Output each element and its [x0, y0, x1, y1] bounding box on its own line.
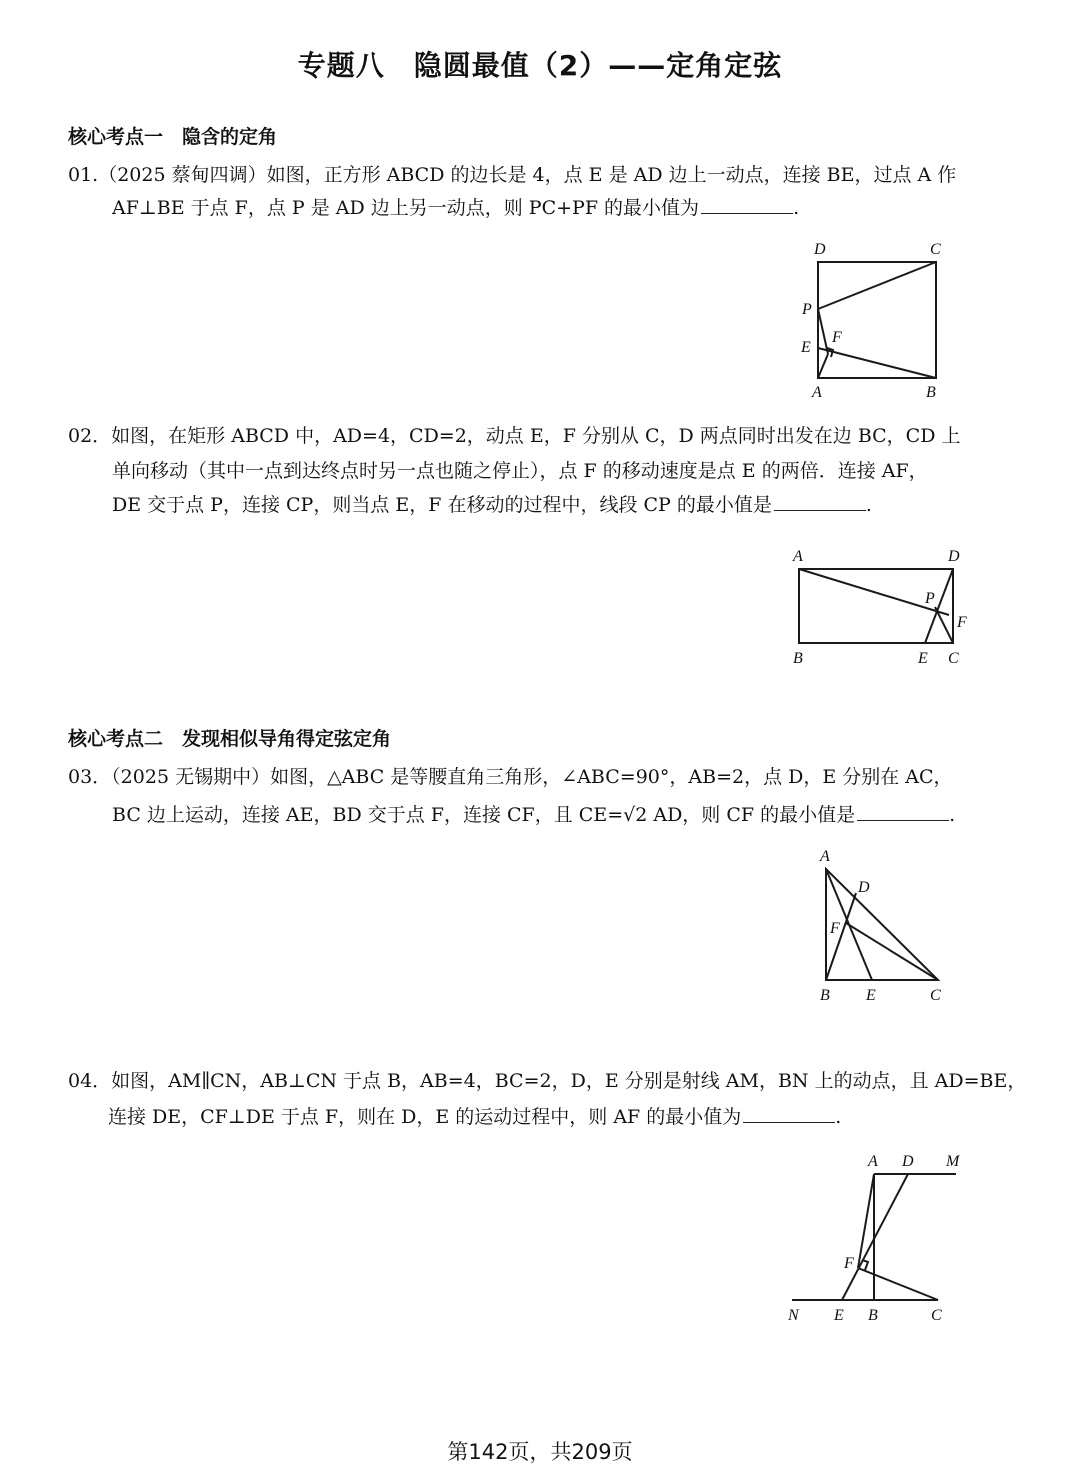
label-D: D	[902, 1153, 914, 1170]
problem-1-line-2-text: AF⊥BE 于点 F，点 P 是 AD 边上另一动点，则 PC+PF 的最小值为	[112, 197, 700, 219]
problem-2-line-2: 单向移动（其中一点到达终点时另一点也随之停止），点 F 的移动速度是点 E 的两倍．连接 AF，	[112, 460, 928, 482]
problem-4-line-1: 04．如图，AM∥CN，AB⊥CN 于点 B，AB=4，BC=2，D，E 分别是射线 AM，BN 上的动点，且 AD=BE，	[68, 1070, 1027, 1092]
figure-1	[800, 240, 960, 400]
problem-4-line-2	[108, 1102, 841, 1129]
label-P: P	[802, 301, 812, 318]
problem-1-line-2	[112, 193, 799, 220]
label-A: A	[820, 848, 830, 865]
square-abcd	[818, 262, 936, 378]
problem-2-line-1: 02．如图，在矩形 ABCD 中，AD=4，CD=2，动点 E，F 分别从 C，D 两点同时出发在边 BC，CD 上	[68, 425, 961, 447]
segment-cf	[858, 1268, 938, 1300]
problem-3-line-2	[112, 800, 955, 827]
problem-1-line-1: 01.（2025 蔡甸四调）如图，正方形 ABCD 的边长是 4，点 E 是 AD 边上一动点，连接 BE，过点 A 作	[68, 164, 957, 186]
label-E: E	[801, 339, 811, 356]
problem-3-line-2-text: BC 边上运动，连接 AE，BD 交于点 F，连接 CF，且 CE=√2 AD，则 CF 的最小值是	[112, 804, 856, 826]
answer-blank-4[interactable]	[743, 1104, 835, 1123]
label-D: D	[858, 879, 870, 896]
answer-blank-3[interactable]	[857, 802, 949, 821]
label-F: F	[957, 614, 967, 631]
problem-2-line-3	[112, 490, 872, 517]
label-A: A	[812, 384, 822, 401]
problem-3-line-1: 03．（2025 无锡期中）如图，△ABC 是等腰直角三角形，∠ABC=90°，AB=2，点 D，E 分别在 AC，	[68, 766, 953, 788]
label-N: N	[788, 1307, 799, 1324]
segment-pf	[818, 309, 828, 354]
label-E: E	[918, 650, 928, 667]
label-M: M	[946, 1153, 960, 1170]
label-C: C	[931, 1307, 942, 1324]
page-footer: 第142页，共209页	[447, 1440, 633, 1464]
period-2: .	[865, 494, 872, 516]
period-4: .	[835, 1106, 842, 1128]
label-B: B	[868, 1307, 878, 1324]
segment-be	[818, 348, 936, 378]
label-A: A	[868, 1153, 878, 1170]
label-B: B	[793, 650, 803, 667]
section-heading-1: 核心考点一 隐含的定角	[68, 126, 278, 148]
figure-3	[810, 845, 960, 1005]
triangle-abc	[826, 869, 938, 980]
label-C: C	[948, 650, 959, 667]
label-D: D	[948, 548, 960, 565]
figure-4	[780, 1150, 980, 1330]
label-F: F	[832, 329, 842, 346]
segment-cp	[935, 607, 953, 643]
period-3: .	[949, 804, 956, 826]
segment-af	[818, 354, 828, 378]
page-title: 专题八 隐圆最值（2）——定角定弦	[297, 49, 783, 82]
answer-blank-2[interactable]	[774, 492, 866, 511]
label-E: E	[866, 987, 876, 1004]
answer-blank-1[interactable]	[701, 195, 793, 214]
label-F: F	[844, 1255, 854, 1272]
problem-4-line-2-text: 连接 DE，CF⊥DE 于点 F，则在 D，E 的运动过程中，则 AF 的最小值为	[108, 1106, 742, 1128]
label-F: F	[830, 920, 840, 937]
label-B: B	[926, 384, 936, 401]
label-B: B	[820, 987, 830, 1004]
label-C: C	[930, 987, 941, 1004]
segment-pc	[818, 262, 936, 309]
label-D: D	[814, 241, 826, 258]
figure-2	[785, 545, 985, 675]
label-A: A	[793, 548, 803, 565]
period-1: .	[793, 197, 800, 219]
label-C: C	[930, 241, 941, 258]
problem-2-line-3-text: DE 交于点 P，连接 CP，则当点 E，F 在移动的过程中，线段 CP 的最小值是	[112, 494, 772, 516]
label-E: E	[834, 1307, 844, 1324]
section-heading-2: 核心考点二 发现相似导角得定弦定角	[68, 728, 392, 750]
label-P: P	[925, 590, 935, 607]
